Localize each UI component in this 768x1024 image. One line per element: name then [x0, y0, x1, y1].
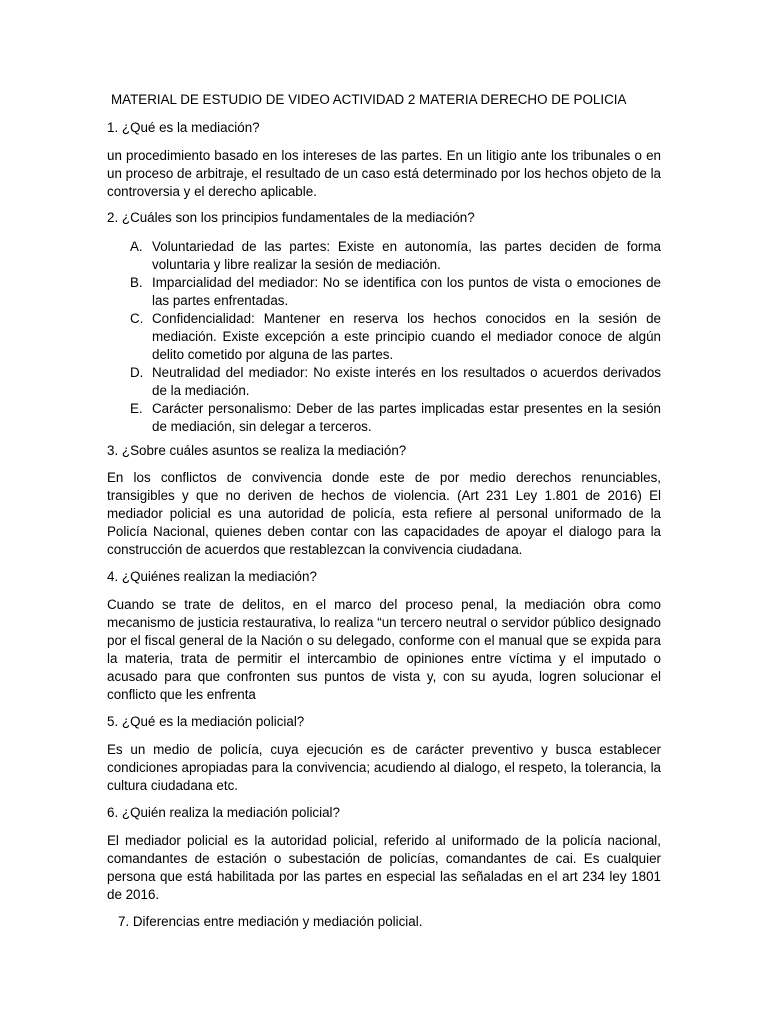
document-title: MATERIAL DE ESTUDIO DE VIDEO ACTIVIDAD 2 MATERIA DERECHO DE POLICIA: [111, 92, 627, 107]
principle-text: Confidencialidad: Mantener en reserva los hechos conocidos en la sesión de mediación. Existe excepción a este principio cuando el mediador conoce de algún delito cometido por alguna de las partes.: [152, 311, 661, 362]
principle-item: [107, 400, 661, 436]
list-marker: D.: [130, 365, 144, 380]
question-1: 1. ¿Qué es la mediación?: [107, 120, 260, 135]
question-2: 2. ¿Cuáles son los principios fundamentales de la mediación?: [107, 210, 475, 225]
question-7: 7. Diferencias entre mediación y mediación policial.: [118, 914, 423, 929]
answer-1: un procedimiento basado en los intereses de las partes. En un litigio ante los tribunales o en un proceso de arbitraje, el resultado de un caso está determinado por los hechos objeto de la controversia y el derecho aplicable.: [107, 148, 661, 199]
principle-text: Carácter personalismo: Deber de las partes implicadas estar presentes en la sesión de mediación, sin delegar a terceros.: [152, 401, 661, 434]
principles-list: [107, 238, 661, 436]
principle-text: Voluntariedad de las partes: Existe en autonomía, las partes deciden de forma voluntaria y libre realizar la sesión de mediación.: [152, 239, 661, 272]
list-marker: B.: [130, 275, 143, 290]
question-4: 4. ¿Quiénes realizan la mediación?: [107, 569, 317, 584]
question-6: 6. ¿Quién realiza la mediación policial?: [107, 805, 340, 820]
answer-4: Cuando se trate de delitos, en el marco del proceso penal, la mediación obra como mecanismo de justicia restaurativa, lo realiza “un tercero neutral o servidor público designado por el fiscal general de la Nación o su delegado, conforme con el manual que se expida para la materia, trata de permitir el intercambio de opiniones entre víctima y el imputado o acusado para que confronten sus puntos de vista y, con su ayuda, logren solucionar el conflicto que les enfrenta: [107, 597, 661, 702]
principle-item: [107, 364, 661, 400]
question-5: 5. ¿Qué es la mediación policial?: [107, 714, 305, 729]
list-marker: C.: [130, 311, 144, 326]
principle-text: Imparcialidad del mediador: No se identifica con los puntos de vista o emociones de las partes enfrentadas.: [152, 275, 661, 308]
principle-item: [107, 310, 661, 364]
principle-text: Neutralidad del mediador: No existe interés en los resultados o acuerdos derivados de la mediación.: [152, 365, 661, 398]
list-marker: A.: [130, 239, 143, 254]
answer-5: Es un medio de policía, cuya ejecución es de carácter preventivo y busca establecer condiciones apropiadas para la convivencia; acudiendo al dialogo, el respeto, la tolerancia, la cultura ciudadana etc.: [107, 742, 661, 793]
question-3: 3. ¿Sobre cuáles asuntos se realiza la mediación?: [107, 443, 407, 458]
list-marker: E.: [130, 401, 143, 416]
answer-3: En los conflictos de convivencia donde este de por medio derechos renunciables, transigibles y que no deriven de hechos de violencia. (Art 231 Ley 1.801 de 2016) El mediador policial es una autoridad de policía, esta refiere al personal uniformado de la Policía Nacional, quienes deben contar con las capacidades de apoyar el dialogo para la construcción de acuerdos que restablezcan la convivencia ciudadana.: [107, 470, 661, 557]
answer-6: El mediador policial es la autoridad policial, referido al uniformado de la policía nacional, comandantes de estación o subestación de policías, comandantes de cai. Es cualquier persona que está habilitada por las partes en especial las señaladas en el art 234 ley 1801 de 2016.: [107, 833, 661, 902]
principle-item: [107, 274, 661, 310]
principle-item: [107, 238, 661, 274]
